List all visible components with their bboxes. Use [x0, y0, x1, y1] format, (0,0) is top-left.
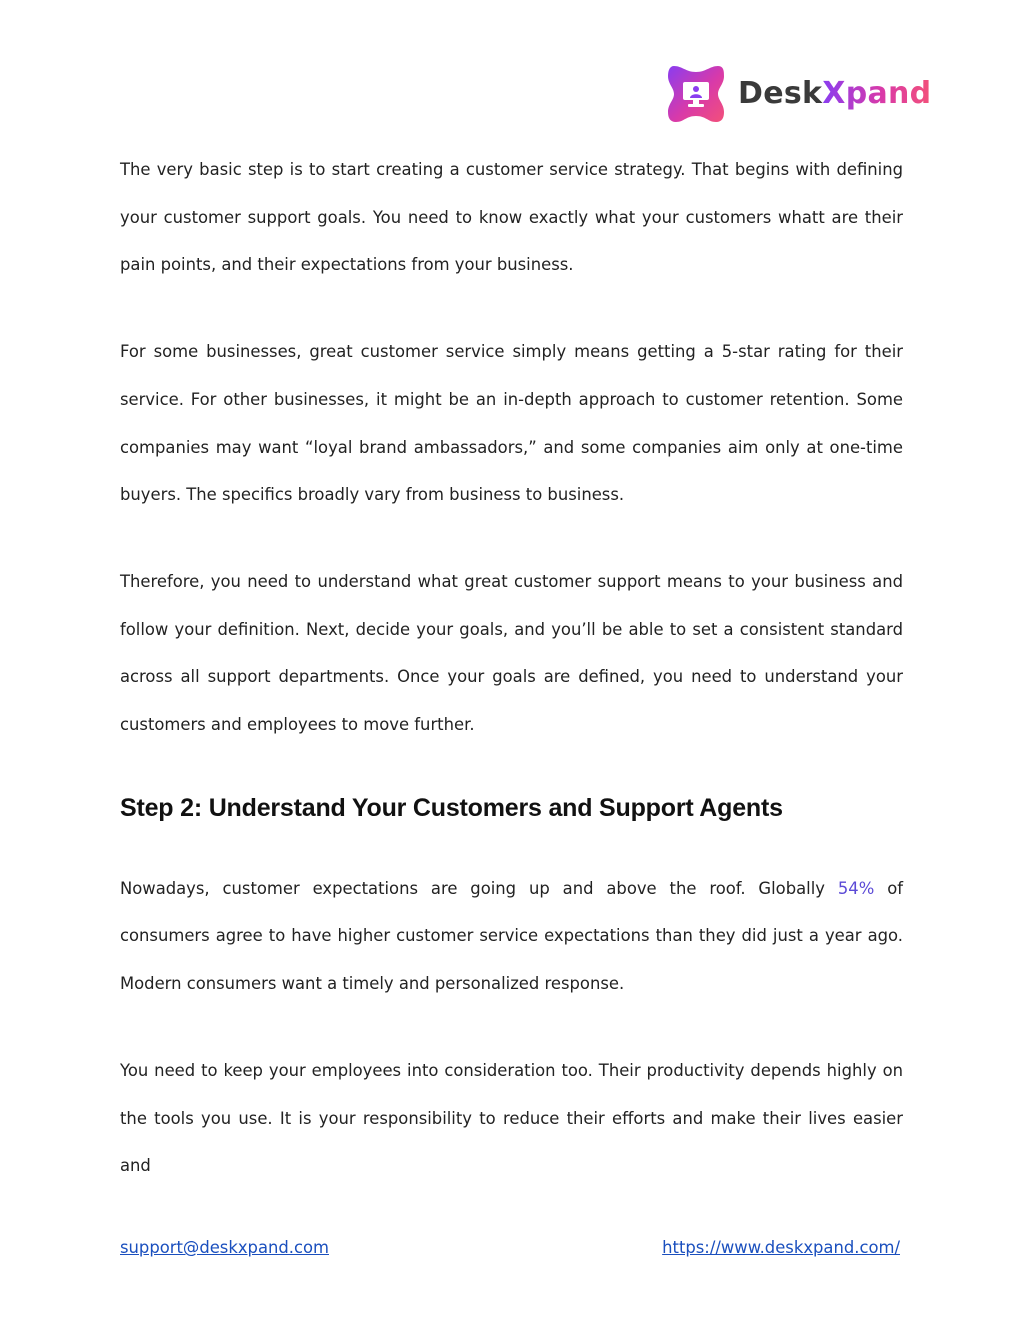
brand-wordmark — [738, 76, 932, 111]
stats-text-after: of consumers agree to have higher customer service expectations than they did just a year ago. Modern consumers want a timely and personalized response. — [120, 878, 903, 994]
paragraph-customer-expectations — [120, 865, 903, 1008]
brand-name-desk: Desk — [738, 76, 823, 111]
section-heading: Step 2: Understand Your Customers and Support Agents — [120, 793, 783, 822]
stats-text-before: Nowadays, customer expectations are going up and above the roof. Globally — [120, 878, 838, 898]
paragraph-service-definition: For some businesses, great customer service simply means getting a 5-star rating for their service. For other businesses, it might be an in-depth approach to customer retention. Some companies may want “loyal brand ambassadors,” and some companies aim only at one-time buyers. The specifics broadly vary from business to business. — [120, 342, 903, 505]
stat-link-54-percent[interactable]: 54% — [837, 878, 875, 898]
paragraph-goals: The very basic step is to start creating a customer service strategy. That begins with defining your customer support goals. You need to know exactly what your customers whatt are their pain points, and their expectations from your business. — [120, 160, 903, 275]
document-body — [120, 146, 903, 1190]
page-footer — [120, 1238, 900, 1257]
paragraph-understand-support: Therefore, you need to understand what great customer support means to your business and follow your definition. Next, decide your goals, and you’ll be able to set a consistent standard across all support departments. Once your goals are defined, you need to understand your customers and employees to move further. — [120, 571, 903, 735]
website-link[interactable]: https://www.deskxpand.com/ — [662, 1238, 900, 1257]
monitor-user-icon — [664, 62, 728, 126]
support-email-link[interactable]: support@deskxpand.com — [120, 1238, 329, 1257]
brand-name-xpand: Xpand — [822, 76, 932, 111]
brand-logo — [664, 60, 931, 128]
paragraph-employees: You need to keep your employees into consideration too. Their productivity depends highly on the tools you use. It is your responsibility to reduce their efforts and make their lives easier and — [120, 1060, 903, 1176]
